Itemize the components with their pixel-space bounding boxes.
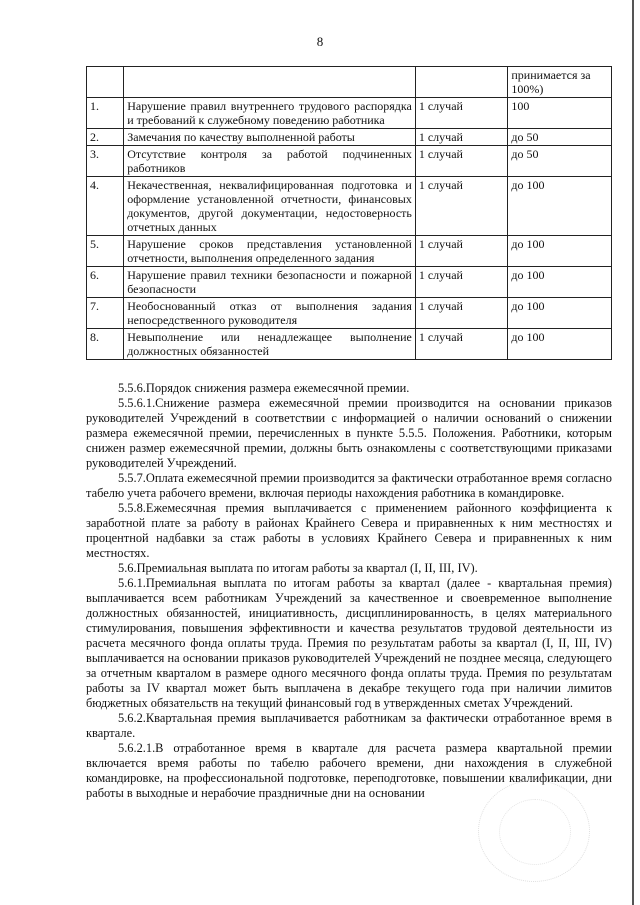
row-number: 5. [87, 236, 124, 267]
row-number: 3. [87, 146, 124, 177]
header-cell-freq [415, 67, 508, 98]
row-number: 2. [87, 129, 124, 146]
paragraph-5-5-6-1: 5.5.6.1.Снижение размера ежемесячной премии производится на основании приказов руководителей Учреждений в соответствии с информацией о наличии оснований о снижении размера ежемесячной премии, перечисленных в пункте 5.5.5. Положения. Работники, которым снижен размер ежемесячной премии, должны быть ознакомлены с соответствующими приказами руководителей Учреждений. [86, 396, 612, 470]
row-number: 8. [87, 329, 124, 360]
table-row [87, 129, 612, 146]
paragraph-5-5-6: 5.5.6.Порядок снижения размера ежемесячной премии. [118, 381, 410, 395]
row-frequency: 1 случай [415, 98, 508, 129]
table-row [87, 177, 612, 236]
paragraph-5-6: 5.6.Премиальная выплата по итогам работы за квартал (I, II, III, IV). [118, 561, 478, 575]
row-frequency: 1 случай [415, 329, 508, 360]
row-frequency: 1 случай [415, 267, 508, 298]
paragraph-5-5-8: 5.5.8.Ежемесячная премия выплачивается с применением районного коэффициента к заработной плате за работу в районах Крайнего Севера и приравненных к ним местностях и процентной надбавки за стаж работы в условиях Крайнего Севера и приравненных к ним местностях. [86, 501, 612, 560]
header-cell-desc [124, 67, 416, 98]
row-percent: до 100 [508, 267, 612, 298]
paragraph-5-6-2-1: 5.6.2.1.В отработанное время в квартале для расчета размера квартальной премии включается время работы по табелю рабочего времени, дни нахождения в служебной командировке, на профессиональной подготовке, переподготовке, повышении квалификации, дни работы в выходные и нерабочие праздничные дни на основании [86, 741, 612, 800]
row-frequency: 1 случай [415, 129, 508, 146]
table-row [87, 98, 612, 129]
scan-edge-line [632, 0, 634, 905]
row-percent: 100 [508, 98, 612, 129]
row-number: 4. [87, 177, 124, 236]
page-number: 8 [316, 34, 324, 49]
header-cell-pct: принимается за 100%) [508, 67, 612, 98]
row-description: Некачественная, неквалифицированная подготовка и оформление установленной отчетности, финансовых документов, другой документации, недостоверность отчетных данных [124, 177, 416, 236]
row-percent: до 100 [508, 236, 612, 267]
table-row [87, 267, 612, 298]
faint-stamp-impression [478, 780, 590, 882]
row-description: Нарушение правил техники безопасности и пожарной безопасности [124, 267, 416, 298]
header-cell-num [87, 67, 124, 98]
row-frequency: 1 случай [415, 177, 508, 236]
row-number: 1. [87, 98, 124, 129]
paragraph-5-6-2: 5.6.2.Квартальная премия выплачивается работникам за фактически отработанное время в квартале. [86, 711, 612, 740]
penalty-table [86, 66, 612, 360]
row-percent: до 100 [508, 329, 612, 360]
row-description: Необоснованный отказ от выполнения задания непосредственного руководителя [124, 298, 416, 329]
row-frequency: 1 случай [415, 236, 508, 267]
row-number: 7. [87, 298, 124, 329]
table-row [87, 236, 612, 267]
row-percent: до 50 [508, 146, 612, 177]
row-number: 6. [87, 267, 124, 298]
table-row [87, 298, 612, 329]
document-body [86, 381, 612, 801]
row-percent: до 50 [508, 129, 612, 146]
paragraph-5-6-1: 5.6.1.Премиальная выплата по итогам работы за квартал (далее - квартальная премия) выплачивается всем работникам Учреждений за качественное и своевременное выполнение должностных обязанностей, инициативность, дисциплинированность, в целях материального стимулирования, повышения эффективности и качества результатов трудовой деятельности из расчета месячного фонда оплаты труда. Премия по результатам работы за квартал (I, II, III, IV) выплачивается на основании приказов руководителей Учреждений не позднее месяца, следующего за отчетным кварталом в размере одного месячного фонда оплаты труда. Премия по результатам работы за IV квартал может быть выплачена в декабре текущего года при наличии лимитов бюджетных обязательств на текущий финансовый год в утвержденных сметах Учреждений. [86, 576, 612, 710]
row-description: Нарушение правил внутреннего трудового распорядка и требований к служебному поведению работника [124, 98, 416, 129]
table-header-row [87, 67, 612, 98]
row-description: Нарушение сроков представления установленной отчетности, выполнения определенного задания [124, 236, 416, 267]
row-percent: до 100 [508, 298, 612, 329]
row-description: Замечания по качеству выполненной работы [124, 129, 416, 146]
row-description: Невыполнение или ненадлежащее выполнение должностных обязанностей [124, 329, 416, 360]
row-percent: до 100 [508, 177, 612, 236]
row-frequency: 1 случай [415, 298, 508, 329]
faint-stamp-inner-ring [499, 799, 571, 865]
row-frequency: 1 случай [415, 146, 508, 177]
table-row [87, 329, 612, 360]
paragraph-5-5-7: 5.5.7.Оплата ежемесячной премии производится за фактически отработанное время согласно табелю учета рабочего времени, включая периоды нахождения работника в командировке. [86, 471, 612, 500]
table-row [87, 146, 612, 177]
row-description: Отсутствие контроля за работой подчиненных работников [124, 146, 416, 177]
